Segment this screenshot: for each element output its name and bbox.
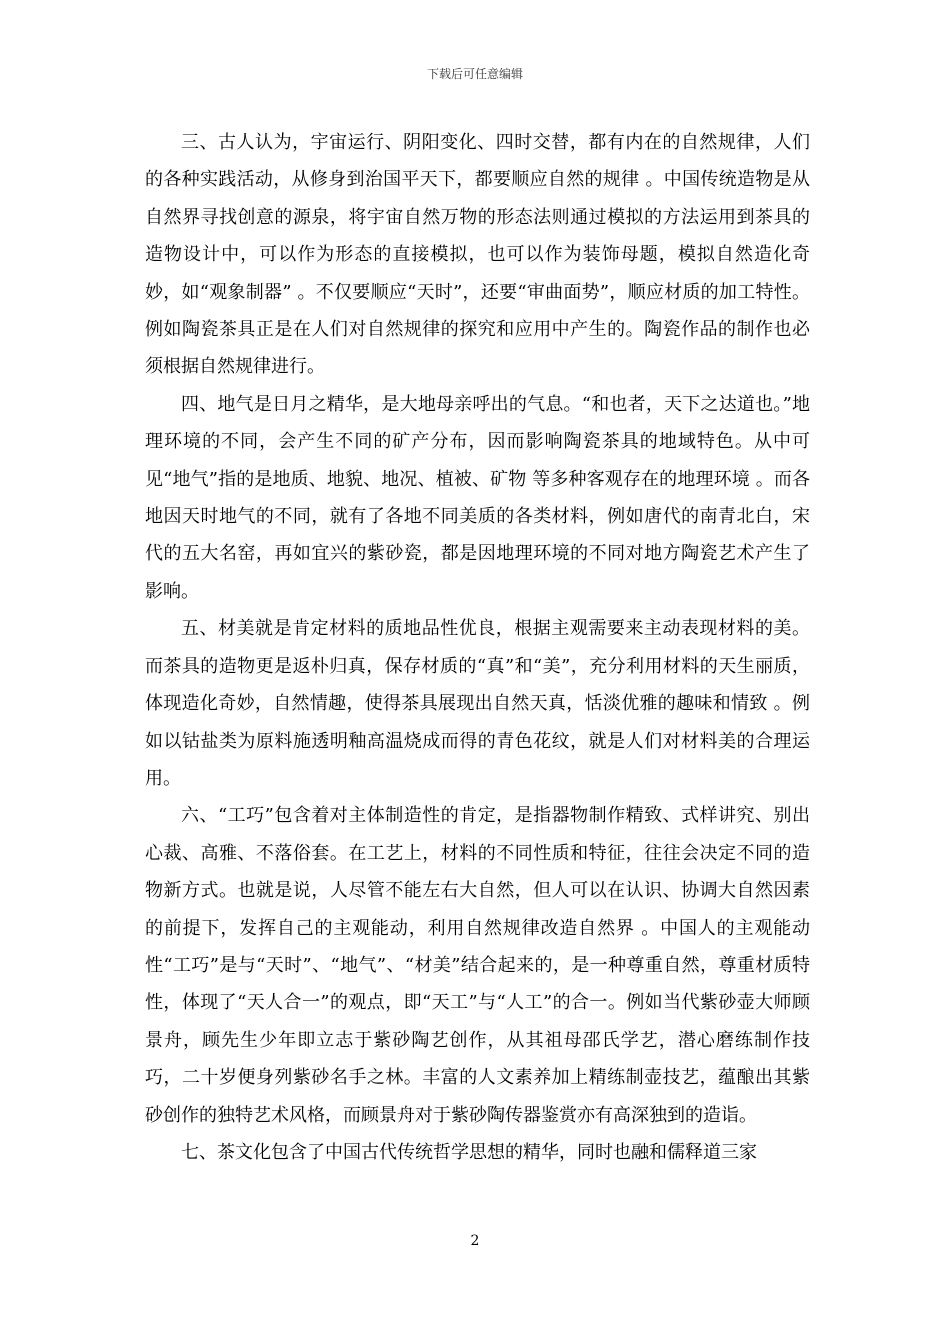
page-header: 下载后可任意编辑 [426,67,523,81]
document-body [145,124,810,1171]
page-number: 2 [470,1233,480,1249]
paragraph-3: 三、古人认为，宇宙运行、阴阳变化、四时交替，都有内在的自然规律，人们的各种实践活动，从修身到治国平天下，都要顺应自然的规律 。中国传统造物是从自然界寻找创意的源泉，将宇宙自然万物的形态法则通过模拟的方法运用到茶具的造物设计中，可以作为形态的直接模拟，也可以作为装饰母题，模拟自然造化奇妙，如“观象制器” 。不仅要顺应“天时”，还要“审曲面势”，顺应材质的加工特性。例如陶瓷茶具正是在人们对自然规律的探究和应用中产生的。陶瓷作品的制作也必须根据自然规律进行。 [145,132,810,378]
paragraph-7: 七、茶文化包含了中国古代传统哲学思想的精华，同时也融和儒释道三家 [181,1141,757,1163]
paragraph-6: 六、“工巧”包含着对主体制造性的肯定，是指器物制作精致、式样讲究、别出心裁、高雅、不落俗套。在工艺上，材料的不同性质和特征，往往会决定不同的造物新方式。也就是说，人尽管不能左右大自然，但人可以在认识、协调大自然因素的前提下，发挥自己的主观能动，利用自然规律改造自然界 。中国人的主观能动性“工巧”是与“天时”、“地气”、“材美”结合起来的，是一种尊重自然，尊重材质特性，体现了“天人合一”的观点，即“天工”与“人工”的合一。例如当代紫砂壶大师顾景舟，顾先生少年即立志于紫砂陶艺创作，从其祖母邵氏学艺，潜心磨练制作技巧，二十岁便身列紫砂名手之林。丰富的人文素养加上精练制壶技艺，蕴酿出其紫砂创作的独特艺术风格，而顾景舟对于紫砂陶传器鉴赏亦有高深独到的造诣。 [145,805,810,1126]
paragraph-5: 五、材美就是肯定材料的质地品性优良，根据主观需要来主动表现材料的美。而茶具的造物更是返朴归真，保存材质的“真”和“美”，充分利用材料的天生丽质，体现造化奇妙，自然情趣，使得茶具展现出自然天真，恬淡优雅的趣味和情致 。例如以钴盐类为原料施透明釉高温烧成而得的青色花纹，就是人们对材料美的合理运用。 [145,618,810,789]
paragraph-4: 四、地气是日月之精华，是大地母亲呼出的气息。“和也者，天下之达道也。”地理环境的不同，会产生不同的矿产分布，因而影响陶瓷茶具的地域特色。从中可见“地气”指的是地质、地貌、地况、植被、矿物 等多种客观存在的地理环境 。而各地因天时地气的不同，就有了各地不同美质的各类材料，例如唐代的南青北白，宋代的五大名窑，再如宜兴的紫砂瓷，都是因地理环境的不同对地方陶瓷艺术产生了影响。 [145,393,810,602]
